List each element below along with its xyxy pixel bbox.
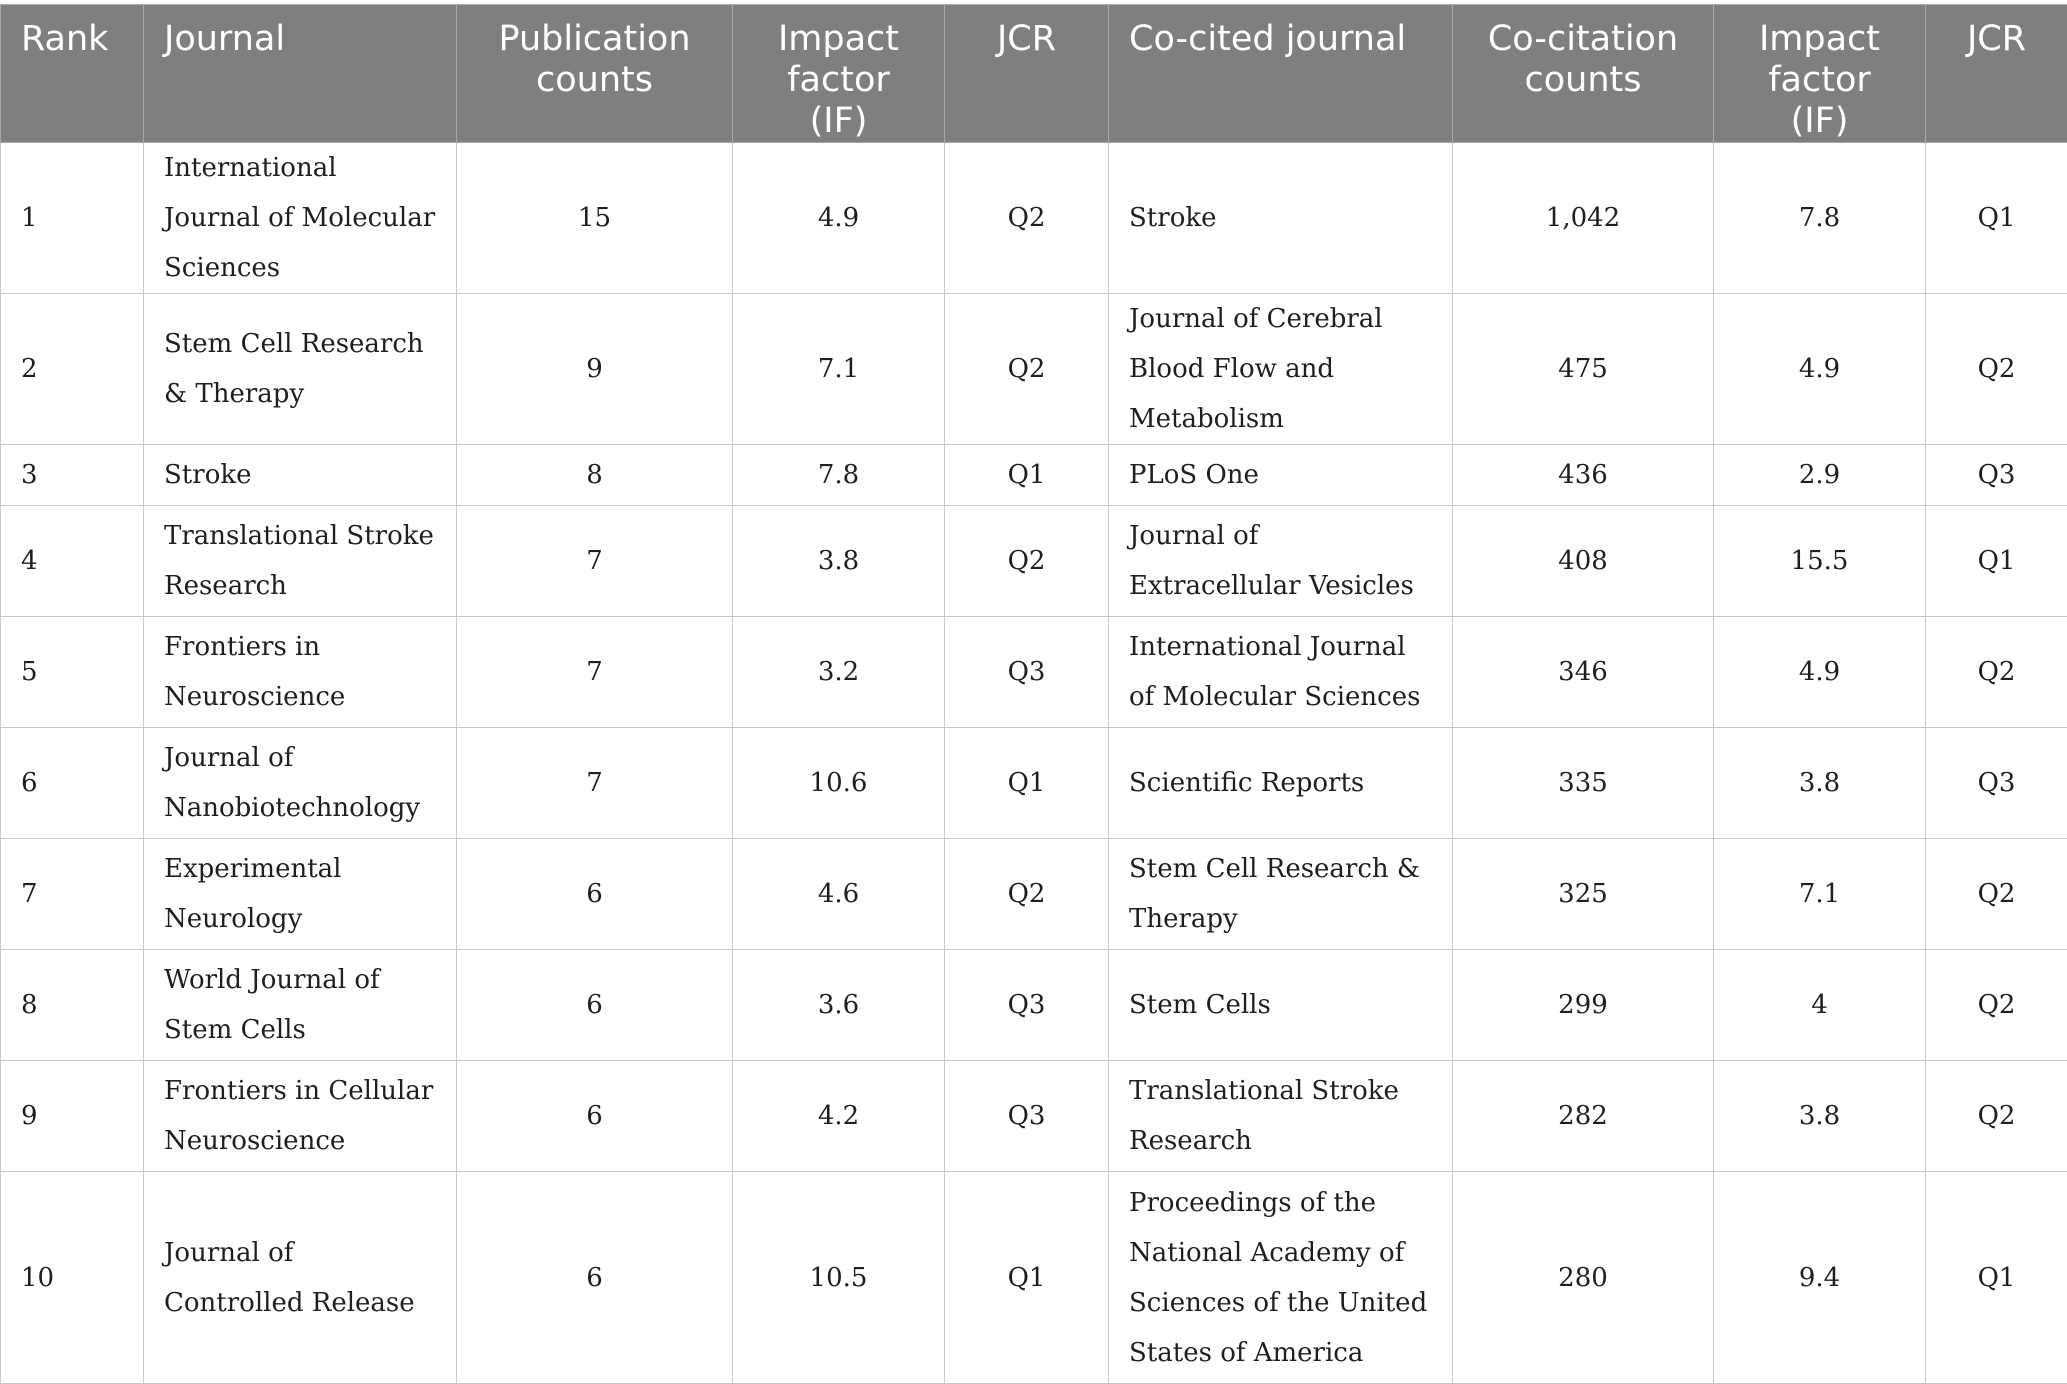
cell-co-cited-impact-factor: 4.9 (1714, 294, 1926, 445)
cell-co-cited-impact-factor: 2.9 (1714, 445, 1926, 506)
cell-publication-counts: 6 (457, 950, 733, 1061)
cell-co-cited-journal: International Journal of Molecular Sciences (1109, 617, 1453, 728)
header-jcr: JCR (945, 5, 1109, 143)
cell-jcr: Q2 (945, 294, 1109, 445)
cell-rank: 4 (1, 506, 144, 617)
header-co-cited-impact-factor: Impact factor (IF) (1714, 5, 1926, 143)
cell-journal: Stroke (144, 445, 457, 506)
cell-journal: World Journal of Stem Cells (144, 950, 457, 1061)
cell-jcr: Q1 (945, 728, 1109, 839)
cell-co-cited-journal: Stroke (1109, 143, 1453, 294)
header-co-citation-counts: Co-citation counts (1453, 5, 1714, 143)
header-co-cited-jcr: JCR (1926, 5, 2067, 143)
header-row (1, 5, 2067, 143)
cell-jcr: Q1 (945, 1172, 1109, 1384)
cell-rank: 10 (1, 1172, 144, 1384)
cell-co-citation-counts: 475 (1453, 294, 1714, 445)
cell-co-cited-jcr: Q2 (1926, 839, 2067, 950)
table-row (1, 143, 2067, 294)
cell-co-cited-impact-factor: 3.8 (1714, 1061, 1926, 1172)
cell-co-cited-journal: Scientific Reports (1109, 728, 1453, 839)
cell-co-citation-counts: 335 (1453, 728, 1714, 839)
cell-jcr: Q2 (945, 506, 1109, 617)
cell-journal: International Journal of Molecular Sciences (144, 143, 457, 294)
cell-co-cited-jcr: Q3 (1926, 445, 2067, 506)
cell-co-cited-journal: Journal of Extracellular Vesicles (1109, 506, 1453, 617)
cell-rank: 3 (1, 445, 144, 506)
cell-co-citation-counts: 325 (1453, 839, 1714, 950)
cell-publication-counts: 15 (457, 143, 733, 294)
cell-co-citation-counts: 299 (1453, 950, 1714, 1061)
cell-co-cited-jcr: Q2 (1926, 294, 2067, 445)
cell-co-citation-counts: 282 (1453, 1061, 1714, 1172)
cell-impact-factor: 3.2 (733, 617, 945, 728)
cell-journal: Stem Cell Research & Therapy (144, 294, 457, 445)
cell-co-cited-impact-factor: 4 (1714, 950, 1926, 1061)
cell-rank: 8 (1, 950, 144, 1061)
table-row (1, 1172, 2067, 1384)
cell-co-cited-jcr: Q2 (1926, 950, 2067, 1061)
cell-co-cited-journal: Stem Cells (1109, 950, 1453, 1061)
cell-jcr: Q3 (945, 617, 1109, 728)
cell-co-cited-jcr: Q1 (1926, 143, 2067, 294)
cell-co-cited-impact-factor: 3.8 (1714, 728, 1926, 839)
cell-journal: Frontiers in Cellular Neuroscience (144, 1061, 457, 1172)
header-co-cited-journal: Co-cited journal (1109, 5, 1453, 143)
table-row (1, 950, 2067, 1061)
cell-impact-factor: 7.1 (733, 294, 945, 445)
cell-rank: 1 (1, 143, 144, 294)
cell-impact-factor: 3.8 (733, 506, 945, 617)
cell-co-citation-counts: 346 (1453, 617, 1714, 728)
cell-impact-factor: 4.6 (733, 839, 945, 950)
table-row (1, 839, 2067, 950)
cell-journal: Frontiers in Neuroscience (144, 617, 457, 728)
cell-rank: 2 (1, 294, 144, 445)
cell-publication-counts: 6 (457, 1061, 733, 1172)
cell-co-citation-counts: 436 (1453, 445, 1714, 506)
cell-publication-counts: 6 (457, 839, 733, 950)
cell-co-cited-impact-factor: 7.1 (1714, 839, 1926, 950)
table-row (1, 1061, 2067, 1172)
cell-journal: Experimental Neurology (144, 839, 457, 950)
cell-co-cited-impact-factor: 15.5 (1714, 506, 1926, 617)
table-row (1, 506, 2067, 617)
cell-co-cited-jcr: Q2 (1926, 617, 2067, 728)
cell-jcr: Q2 (945, 839, 1109, 950)
cell-co-citation-counts: 1,042 (1453, 143, 1714, 294)
cell-publication-counts: 6 (457, 1172, 733, 1384)
cell-co-cited-impact-factor: 9.4 (1714, 1172, 1926, 1384)
cell-co-cited-jcr: Q2 (1926, 1061, 2067, 1172)
cell-jcr: Q3 (945, 1061, 1109, 1172)
cell-publication-counts: 8 (457, 445, 733, 506)
cell-rank: 6 (1, 728, 144, 839)
table-row (1, 617, 2067, 728)
cell-publication-counts: 7 (457, 506, 733, 617)
cell-jcr: Q3 (945, 950, 1109, 1061)
header-publication-counts: Publication counts (457, 5, 733, 143)
cell-publication-counts: 7 (457, 617, 733, 728)
table-row (1, 728, 2067, 839)
header-journal: Journal (144, 5, 457, 143)
cell-journal: Journal of Controlled Release (144, 1172, 457, 1384)
cell-journal: Journal of Nanobiotechnology (144, 728, 457, 839)
table-row (1, 294, 2067, 445)
cell-co-cited-journal: Journal of Cerebral Blood Flow and Metabolism (1109, 294, 1453, 445)
cell-jcr: Q2 (945, 143, 1109, 294)
cell-co-cited-journal: PLoS One (1109, 445, 1453, 506)
cell-co-cited-journal: Translational Stroke Research (1109, 1061, 1453, 1172)
cell-co-citation-counts: 408 (1453, 506, 1714, 617)
cell-co-cited-jcr: Q1 (1926, 1172, 2067, 1384)
cell-jcr: Q1 (945, 445, 1109, 506)
cell-journal: Translational Stroke Research (144, 506, 457, 617)
cell-co-cited-journal: Proceedings of the National Academy of Sciences of the United States of America (1109, 1172, 1453, 1384)
cell-impact-factor: 10.6 (733, 728, 945, 839)
header-rank: Rank (1, 5, 144, 143)
cell-co-cited-jcr: Q1 (1926, 506, 2067, 617)
header-impact-factor: Impact factor (IF) (733, 5, 945, 143)
cell-impact-factor: 4.2 (733, 1061, 945, 1172)
cell-publication-counts: 9 (457, 294, 733, 445)
cell-rank: 7 (1, 839, 144, 950)
cell-publication-counts: 7 (457, 728, 733, 839)
journals-table (0, 4, 2067, 1384)
cell-impact-factor: 4.9 (733, 143, 945, 294)
cell-co-cited-jcr: Q3 (1926, 728, 2067, 839)
cell-co-citation-counts: 280 (1453, 1172, 1714, 1384)
cell-impact-factor: 10.5 (733, 1172, 945, 1384)
table-row (1, 445, 2067, 506)
cell-co-cited-journal: Stem Cell Research & Therapy (1109, 839, 1453, 950)
cell-impact-factor: 3.6 (733, 950, 945, 1061)
cell-rank: 5 (1, 617, 144, 728)
cell-rank: 9 (1, 1061, 144, 1172)
cell-co-cited-impact-factor: 4.9 (1714, 617, 1926, 728)
cell-impact-factor: 7.8 (733, 445, 945, 506)
cell-co-cited-impact-factor: 7.8 (1714, 143, 1926, 294)
